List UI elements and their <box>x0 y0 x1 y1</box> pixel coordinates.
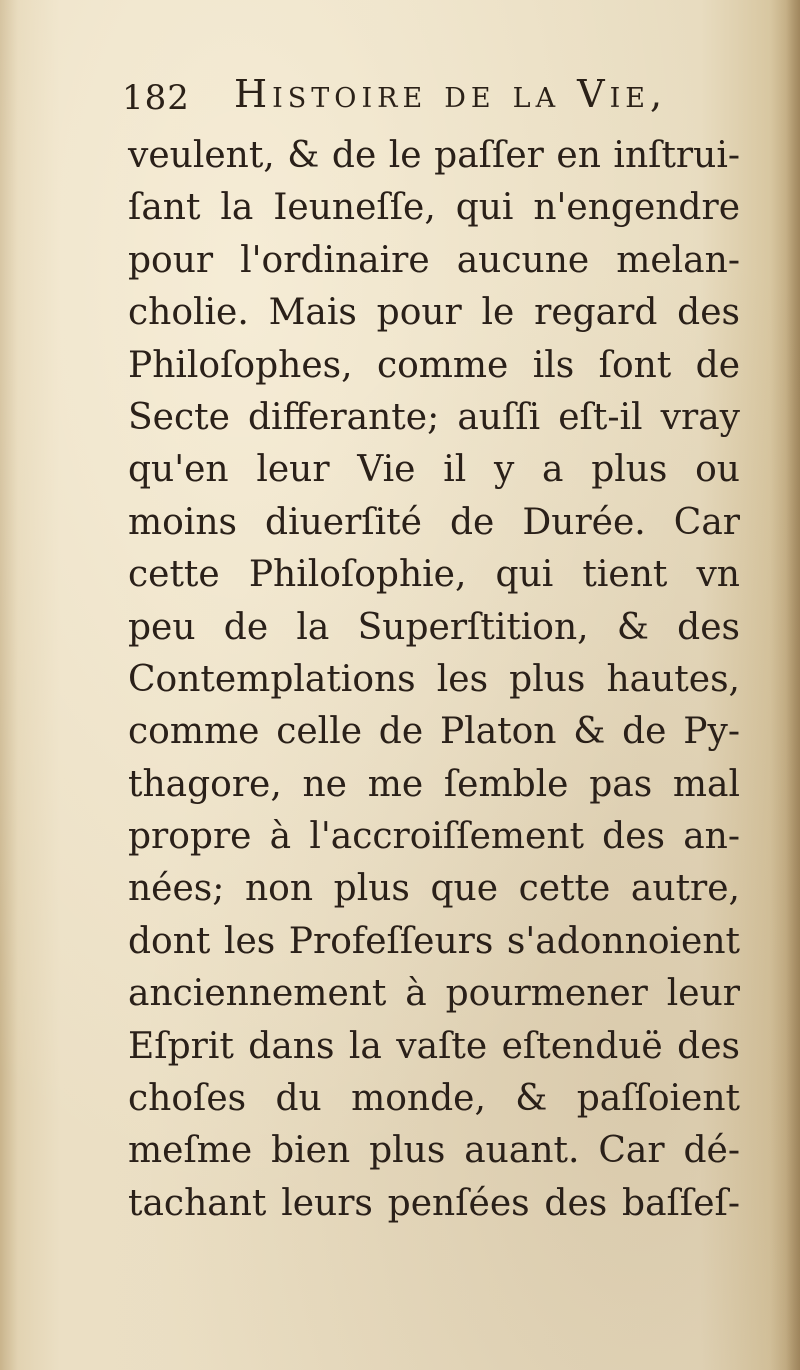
text-line: Eſprit dans la vaſte eſtenduë des <box>128 1025 740 1067</box>
text-line: propre à l'accroiſſement des an- <box>128 816 740 858</box>
text-line: Secte differante; auſſi eſt-il vray <box>128 396 740 438</box>
text-line: qu'en leur Vie il y a plus ou <box>128 449 740 491</box>
page-edge-shadow <box>786 0 800 1370</box>
text-line: peu de la Superſtition, & des <box>128 606 740 648</box>
text-line: veulent, & de le paſſer en inſtrui- <box>128 135 740 176</box>
text-line: moins diuerſité de Durée. Car <box>128 501 740 543</box>
text-line: nées; non plus que cette autre, <box>128 868 740 910</box>
text-line: dont les Profeſſeurs s'adonnoient <box>128 920 740 962</box>
page-number: 182 <box>122 78 190 118</box>
text-line: meſme bien plus auant. Car dé- <box>128 1130 740 1172</box>
running-title: Histoire de la Vie, <box>234 72 668 116</box>
page-header <box>122 72 722 132</box>
text-line: thagore, ne me ſemble pas mal <box>128 763 740 805</box>
text-line: pour l'ordinaire aucune melan- <box>128 239 740 281</box>
text-line: cholie. Mais pour le regard des <box>128 292 740 334</box>
text-line: choſes du monde, & paſſoient <box>128 1078 740 1120</box>
text-line: Contemplations les plus hautes, <box>128 658 740 700</box>
text-line: Philoſophes, comme ils ſont de <box>128 344 740 386</box>
text-line: anciennement à pourmener leur <box>128 973 740 1015</box>
text-line: cette Philoſophie, qui tient vn <box>128 554 740 596</box>
text-line: ſant la Ieuneſſe, qui n'engendre <box>128 187 740 229</box>
text-line: comme celle de Platon & de Py- <box>128 711 740 753</box>
text-line: tachant leurs penſées des baſſeſ- <box>128 1182 740 1224</box>
body-text <box>128 130 740 1230</box>
